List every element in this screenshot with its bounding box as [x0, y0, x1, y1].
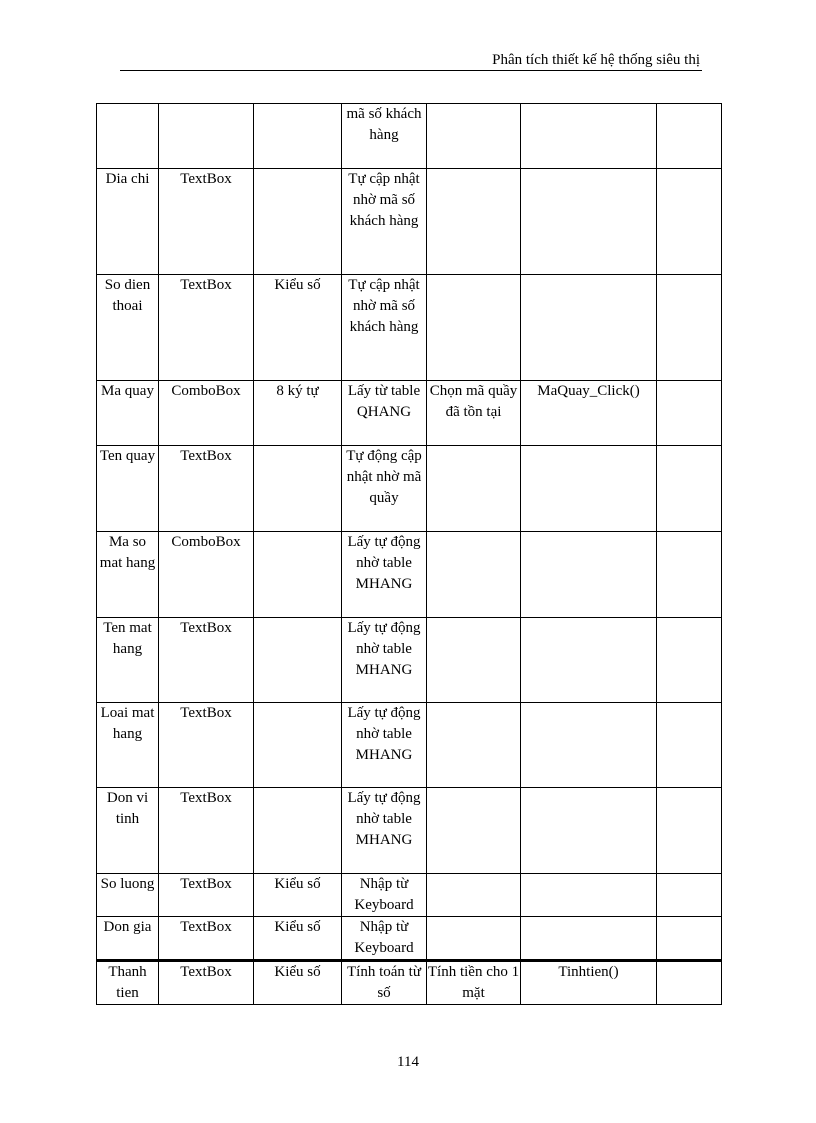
table-cell [657, 788, 722, 874]
table-cell: Tính tiền cho 1 mặt [427, 961, 521, 1005]
table-cell [657, 874, 722, 917]
table-cell [521, 104, 657, 169]
table-cell [521, 917, 657, 961]
table-cell: TextBox [159, 788, 254, 874]
table-cell [657, 275, 722, 381]
table-cell [254, 169, 342, 275]
table-row [97, 275, 722, 381]
table-cell: Tự động cập nhật nhờ mã quầy [342, 446, 427, 532]
table-cell: Don gia [97, 917, 159, 961]
table-cell: Chọn mã quầy đã tồn tại [427, 381, 521, 446]
header-title: Phân tích thiết kế hệ thống siêu thị [492, 52, 700, 68]
table-cell [427, 532, 521, 618]
table-cell [254, 446, 342, 532]
table-row [97, 169, 722, 275]
table-cell [657, 532, 722, 618]
table-cell [254, 788, 342, 874]
table-cell [159, 104, 254, 169]
controls-table [96, 103, 722, 1005]
table-cell [657, 618, 722, 703]
table-cell [657, 104, 722, 169]
table-cell: Loai mat hang [97, 703, 159, 788]
table-cell: Kiểu số [254, 874, 342, 917]
table-cell: Lấy tự động nhờ table MHANG [342, 532, 427, 618]
table-cell [97, 104, 159, 169]
table-cell: Nhập từ Keyboard [342, 874, 427, 917]
table-cell: ComboBox [159, 532, 254, 618]
table-cell: Tính toán từ số [342, 961, 427, 1005]
table-row [97, 703, 722, 788]
table-cell: Ma so mat hang [97, 532, 159, 618]
table-cell: Lấy tự động nhờ table MHANG [342, 618, 427, 703]
table-cell [521, 532, 657, 618]
table-cell: TextBox [159, 917, 254, 961]
table-cell [657, 446, 722, 532]
table-cell [657, 381, 722, 446]
table-cell [521, 275, 657, 381]
table-cell: Tự cập nhật nhờ mã số khách hàng [342, 169, 427, 275]
table-cell [254, 703, 342, 788]
page-header [120, 52, 702, 71]
table-cell [427, 275, 521, 381]
table-row [97, 381, 722, 446]
table-cell: TextBox [159, 961, 254, 1005]
table-cell [427, 169, 521, 275]
table-cell: MaQuay_Click() [521, 381, 657, 446]
table-cell: Tinhtien() [521, 961, 657, 1005]
table-cell [521, 703, 657, 788]
table-row [97, 961, 722, 1005]
table-row [97, 874, 722, 917]
table-row [97, 446, 722, 532]
table-cell: TextBox [159, 618, 254, 703]
table-row [97, 104, 722, 169]
table-cell: 8 ký tự [254, 381, 342, 446]
table-cell [521, 618, 657, 703]
table-cell: Ma quay [97, 381, 159, 446]
table-cell: Don vi tinh [97, 788, 159, 874]
table-cell: Ten mat hang [97, 618, 159, 703]
table-cell [427, 874, 521, 917]
table-cell: So luong [97, 874, 159, 917]
table-cell: Kiểu số [254, 961, 342, 1005]
table-cell [427, 703, 521, 788]
page-number: 114 [397, 1054, 419, 1070]
table-cell [254, 104, 342, 169]
table-cell [427, 917, 521, 961]
table-cell: Lấy tự động nhờ table MHANG [342, 788, 427, 874]
table-cell: ComboBox [159, 381, 254, 446]
table-cell [657, 961, 722, 1005]
table-cell: TextBox [159, 446, 254, 532]
table-cell [521, 788, 657, 874]
table-cell: Kiểu số [254, 917, 342, 961]
table-cell [657, 917, 722, 961]
table-cell: TextBox [159, 169, 254, 275]
table-cell: Nhập từ Keyboard [342, 917, 427, 961]
table-cell: TextBox [159, 874, 254, 917]
table-row [97, 618, 722, 703]
table-cell: So dien thoai [97, 275, 159, 381]
table-cell: Ten quay [97, 446, 159, 532]
table-row [97, 788, 722, 874]
table-cell: Tự cập nhật nhờ mã số khách hàng [342, 275, 427, 381]
table-cell: TextBox [159, 703, 254, 788]
table-cell: Lấy từ table QHANG [342, 381, 427, 446]
table-cell [521, 446, 657, 532]
table-cell [657, 169, 722, 275]
table-cell: Kiểu số [254, 275, 342, 381]
table-cell [657, 703, 722, 788]
table-cell: Lấy tự động nhờ table MHANG [342, 703, 427, 788]
table-cell: Dia chi [97, 169, 159, 275]
table-cell: Thanh tien [97, 961, 159, 1005]
table-cell [427, 446, 521, 532]
table-row [97, 532, 722, 618]
table-cell [254, 618, 342, 703]
table-cell [427, 788, 521, 874]
table-cell [521, 169, 657, 275]
table-cell [427, 618, 521, 703]
table-cell [254, 532, 342, 618]
table-cell [427, 104, 521, 169]
table-cell: mã số khách hàng [342, 104, 427, 169]
table-cell [521, 874, 657, 917]
table-cell: TextBox [159, 275, 254, 381]
table-row [97, 917, 722, 961]
